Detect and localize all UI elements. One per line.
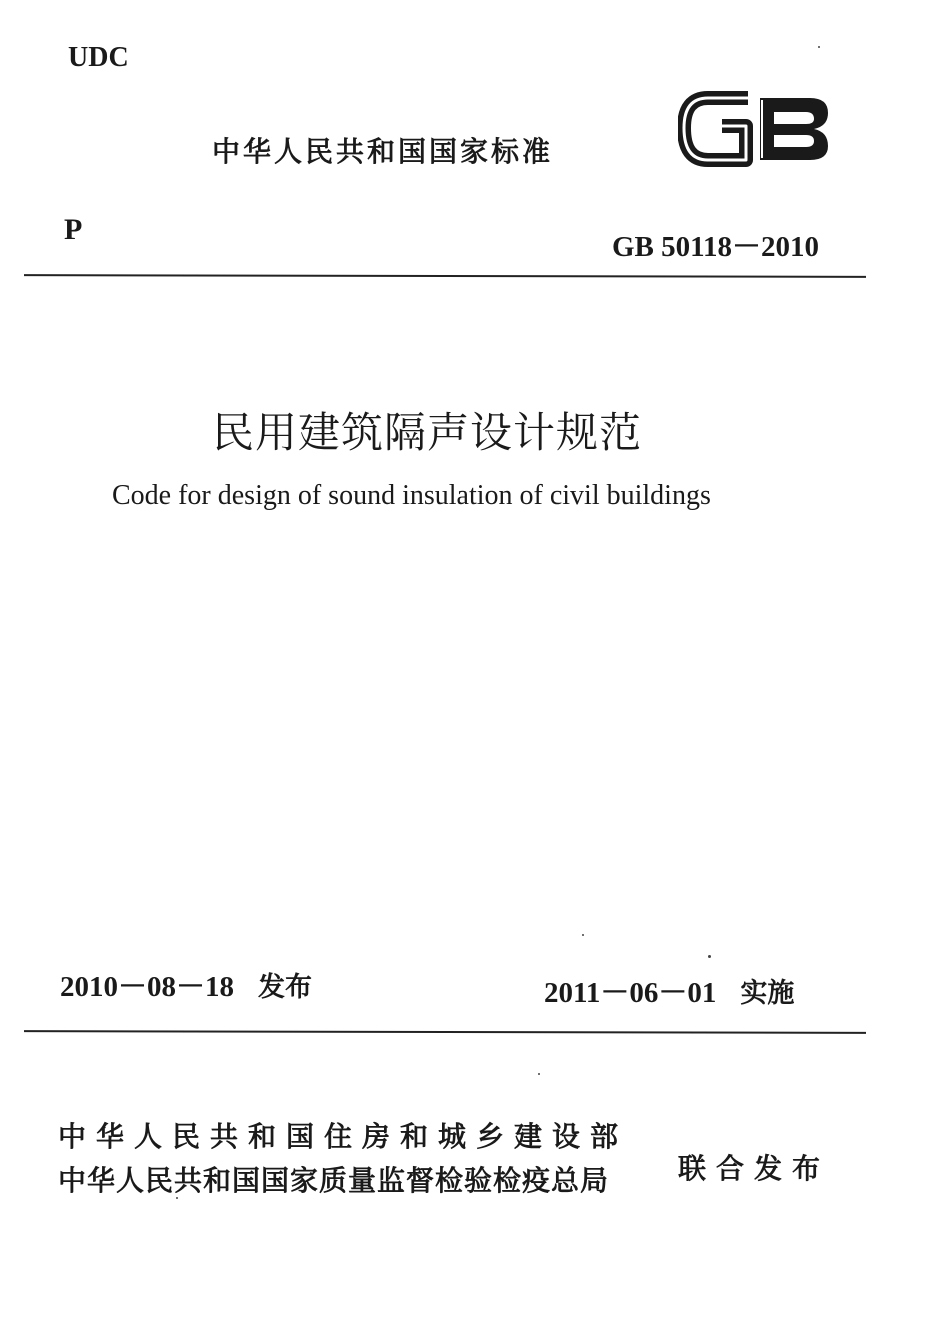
scan-speck	[538, 1073, 540, 1075]
joint-issue-label: 联合发布	[678, 1152, 831, 1185]
gb-logo	[678, 88, 834, 170]
standard-code: GB 50118－2010	[612, 231, 820, 263]
scan-speck	[708, 955, 711, 958]
scan-speck	[818, 46, 820, 48]
header-divider	[24, 274, 866, 278]
category-letter: P	[64, 213, 83, 246]
effective-date: 2011－06－01	[544, 977, 717, 1009]
title-english: Code for design of sound insulation of civil buildings	[112, 480, 711, 511]
issuer-administration: 中华人民共和国国家质量监督检验检疫总局	[58, 1164, 610, 1197]
title-chinese: 民用建筑隔声设计规范	[212, 408, 643, 457]
publish-date-line	[60, 964, 312, 1005]
publish-date: 2010－08－18	[60, 971, 235, 1003]
publish-label: 发布	[258, 972, 313, 1003]
udc-label: UDC	[68, 42, 129, 73]
standard-type: 中华人民共和国国家标准	[212, 135, 554, 168]
effective-date-line	[544, 970, 794, 1011]
issuer-ministry: 中华人民共和国住房和城乡建设部	[58, 1120, 629, 1153]
scan-speck	[582, 934, 584, 936]
effective-label: 实施	[740, 978, 795, 1009]
footer-divider	[24, 1030, 866, 1034]
scan-speck	[176, 1197, 178, 1199]
